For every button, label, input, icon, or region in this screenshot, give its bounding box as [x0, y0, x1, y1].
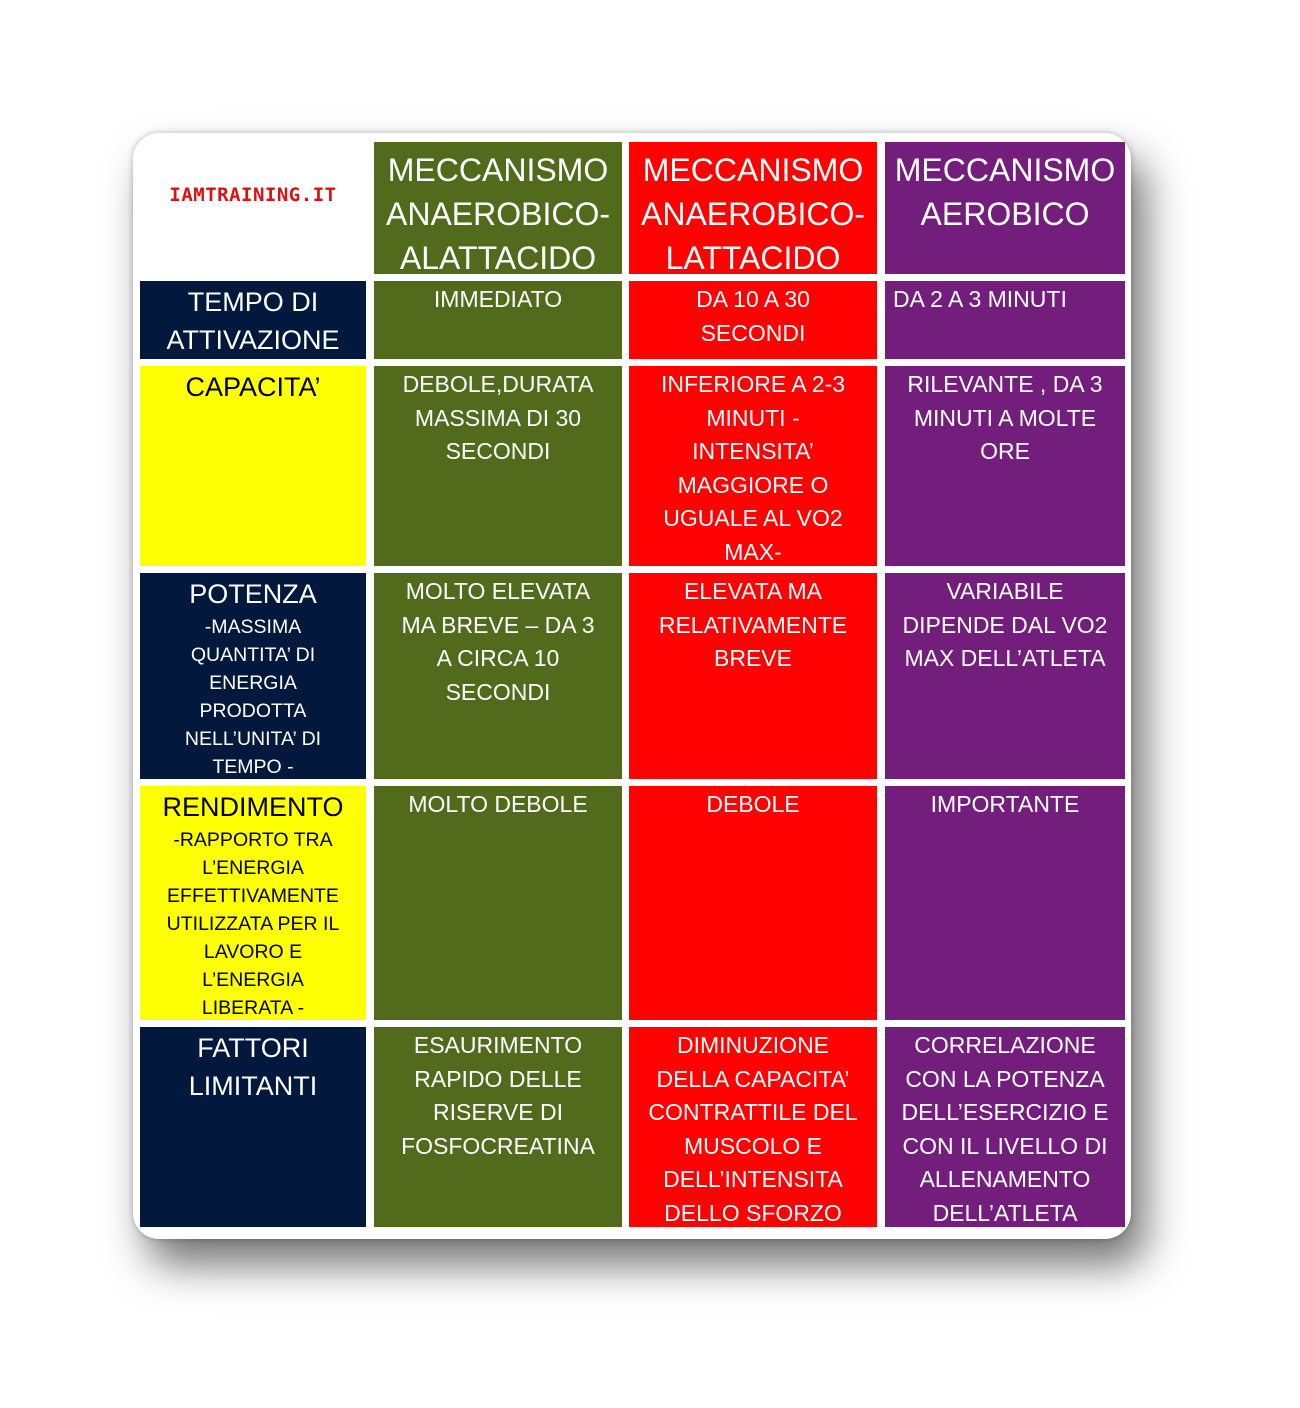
row-title: CAPACITA’: [185, 372, 321, 402]
row-subtitle: -RAPPORTO TRA L’ENERGIA EFFETTIVAMENTE UTILIZZATA PER IL LAVORO E L’ENERGIA LIBERATA -: [166, 829, 340, 1019]
cell-capacita-aerobico: [885, 366, 1125, 566]
cell-tempo-lattacido: [629, 281, 877, 359]
brand-label: [140, 140, 366, 274]
row-title: FATTORI LIMITANTI: [188, 1033, 318, 1101]
cell-potenza-aerobico: [885, 573, 1125, 779]
cell-text: DEBOLE,DURATA MASSIMA DI 30 SECONDI: [402, 371, 594, 464]
column-header-label: MECCANISMO AEROBICO: [894, 152, 1116, 232]
cell-potenza-alattacido: [374, 573, 622, 779]
cell-text: MOLTO ELEVATA MA BREVE – DA 3 A CIRCA 10 SECONDI: [401, 578, 595, 705]
cell-text: VARIABILE DIPENDE DAL VO2 MAX DELL’ATLETA: [902, 578, 1108, 671]
cell-rendimento-alattacido: [374, 786, 622, 1020]
row-header-fattori-limitanti: [140, 1027, 366, 1227]
column-header-label: MECCANISMO ANAEROBICO- ALATTACIDO: [385, 152, 611, 274]
row-header-capacita: [140, 366, 366, 566]
cell-text: IMPORTANTE: [930, 791, 1080, 817]
cell-capacita-lattacido: [629, 366, 877, 566]
cell-rendimento-lattacido: [629, 786, 877, 1020]
column-header-label: MECCANISMO ANAEROBICO- LATTACIDO: [640, 152, 866, 274]
cell-text: DA 10 A 30 SECONDI: [696, 286, 810, 346]
cell-fattori-alattacido: [374, 1027, 622, 1227]
cell-potenza-lattacido: [629, 573, 877, 779]
cell-text: DEBOLE: [706, 791, 800, 817]
column-header-alattacido: [374, 142, 622, 274]
row-title: TEMPO DI ATTIVAZIONE: [166, 287, 340, 355]
row-header-potenza: [140, 573, 366, 779]
row-header-tempo-di-attivazione: [140, 281, 366, 359]
cell-fattori-lattacido: [629, 1027, 877, 1227]
cell-text: DA 2 A 3 MINUTI: [893, 286, 1067, 312]
cell-rendimento-aerobico: [885, 786, 1125, 1020]
cell-text: MOLTO DEBOLE: [408, 791, 588, 817]
row-title: POTENZA: [189, 579, 317, 609]
cell-capacita-alattacido: [374, 366, 622, 566]
energy-mechanisms-table: [133, 133, 1131, 1239]
brand-text: IAMTRAINING.IT: [169, 184, 337, 206]
column-header-aerobico: [885, 142, 1125, 274]
cell-text: RILEVANTE , DA 3 MINUTI A MOLTE ORE: [907, 371, 1103, 464]
cell-text: ESAURIMENTO RAPIDO DELLE RISERVE DI FOSFOCREATINA: [401, 1032, 595, 1159]
row-header-rendimento: [140, 786, 366, 1020]
column-header-lattacido: [629, 142, 877, 274]
cell-tempo-alattacido: [374, 281, 622, 359]
cell-text: DIMINUZIONE DELLA CAPACITA’ CONTRATTILE DEL MUSCOLO E DELL’INTENSITA DELLO SFORZO: [648, 1032, 858, 1226]
cell-text: ELEVATA MA RELATIVAMENTE BREVE: [658, 578, 848, 671]
cell-text: CORRELAZIONE CON LA POTENZA DELL’ESERCIZIO E CON IL LIVELLO DI ALLENAMENTO DELL’ATLETA: [901, 1032, 1109, 1226]
cell-tempo-aerobico: [885, 281, 1125, 359]
cell-fattori-aerobico: [885, 1027, 1125, 1227]
row-subtitle: -MASSIMA QUANTITA’ DI ENERGIA PRODOTTA NELL’UNITA’ DI TEMPO -: [184, 616, 322, 778]
row-title: RENDIMENTO: [162, 792, 344, 822]
cell-text: IMMEDIATO: [433, 286, 563, 312]
cell-text: INFERIORE A 2-3 MINUTI - INTENSITA’ MAGGIORE O UGUALE AL VO2 MAX-: [660, 371, 846, 565]
